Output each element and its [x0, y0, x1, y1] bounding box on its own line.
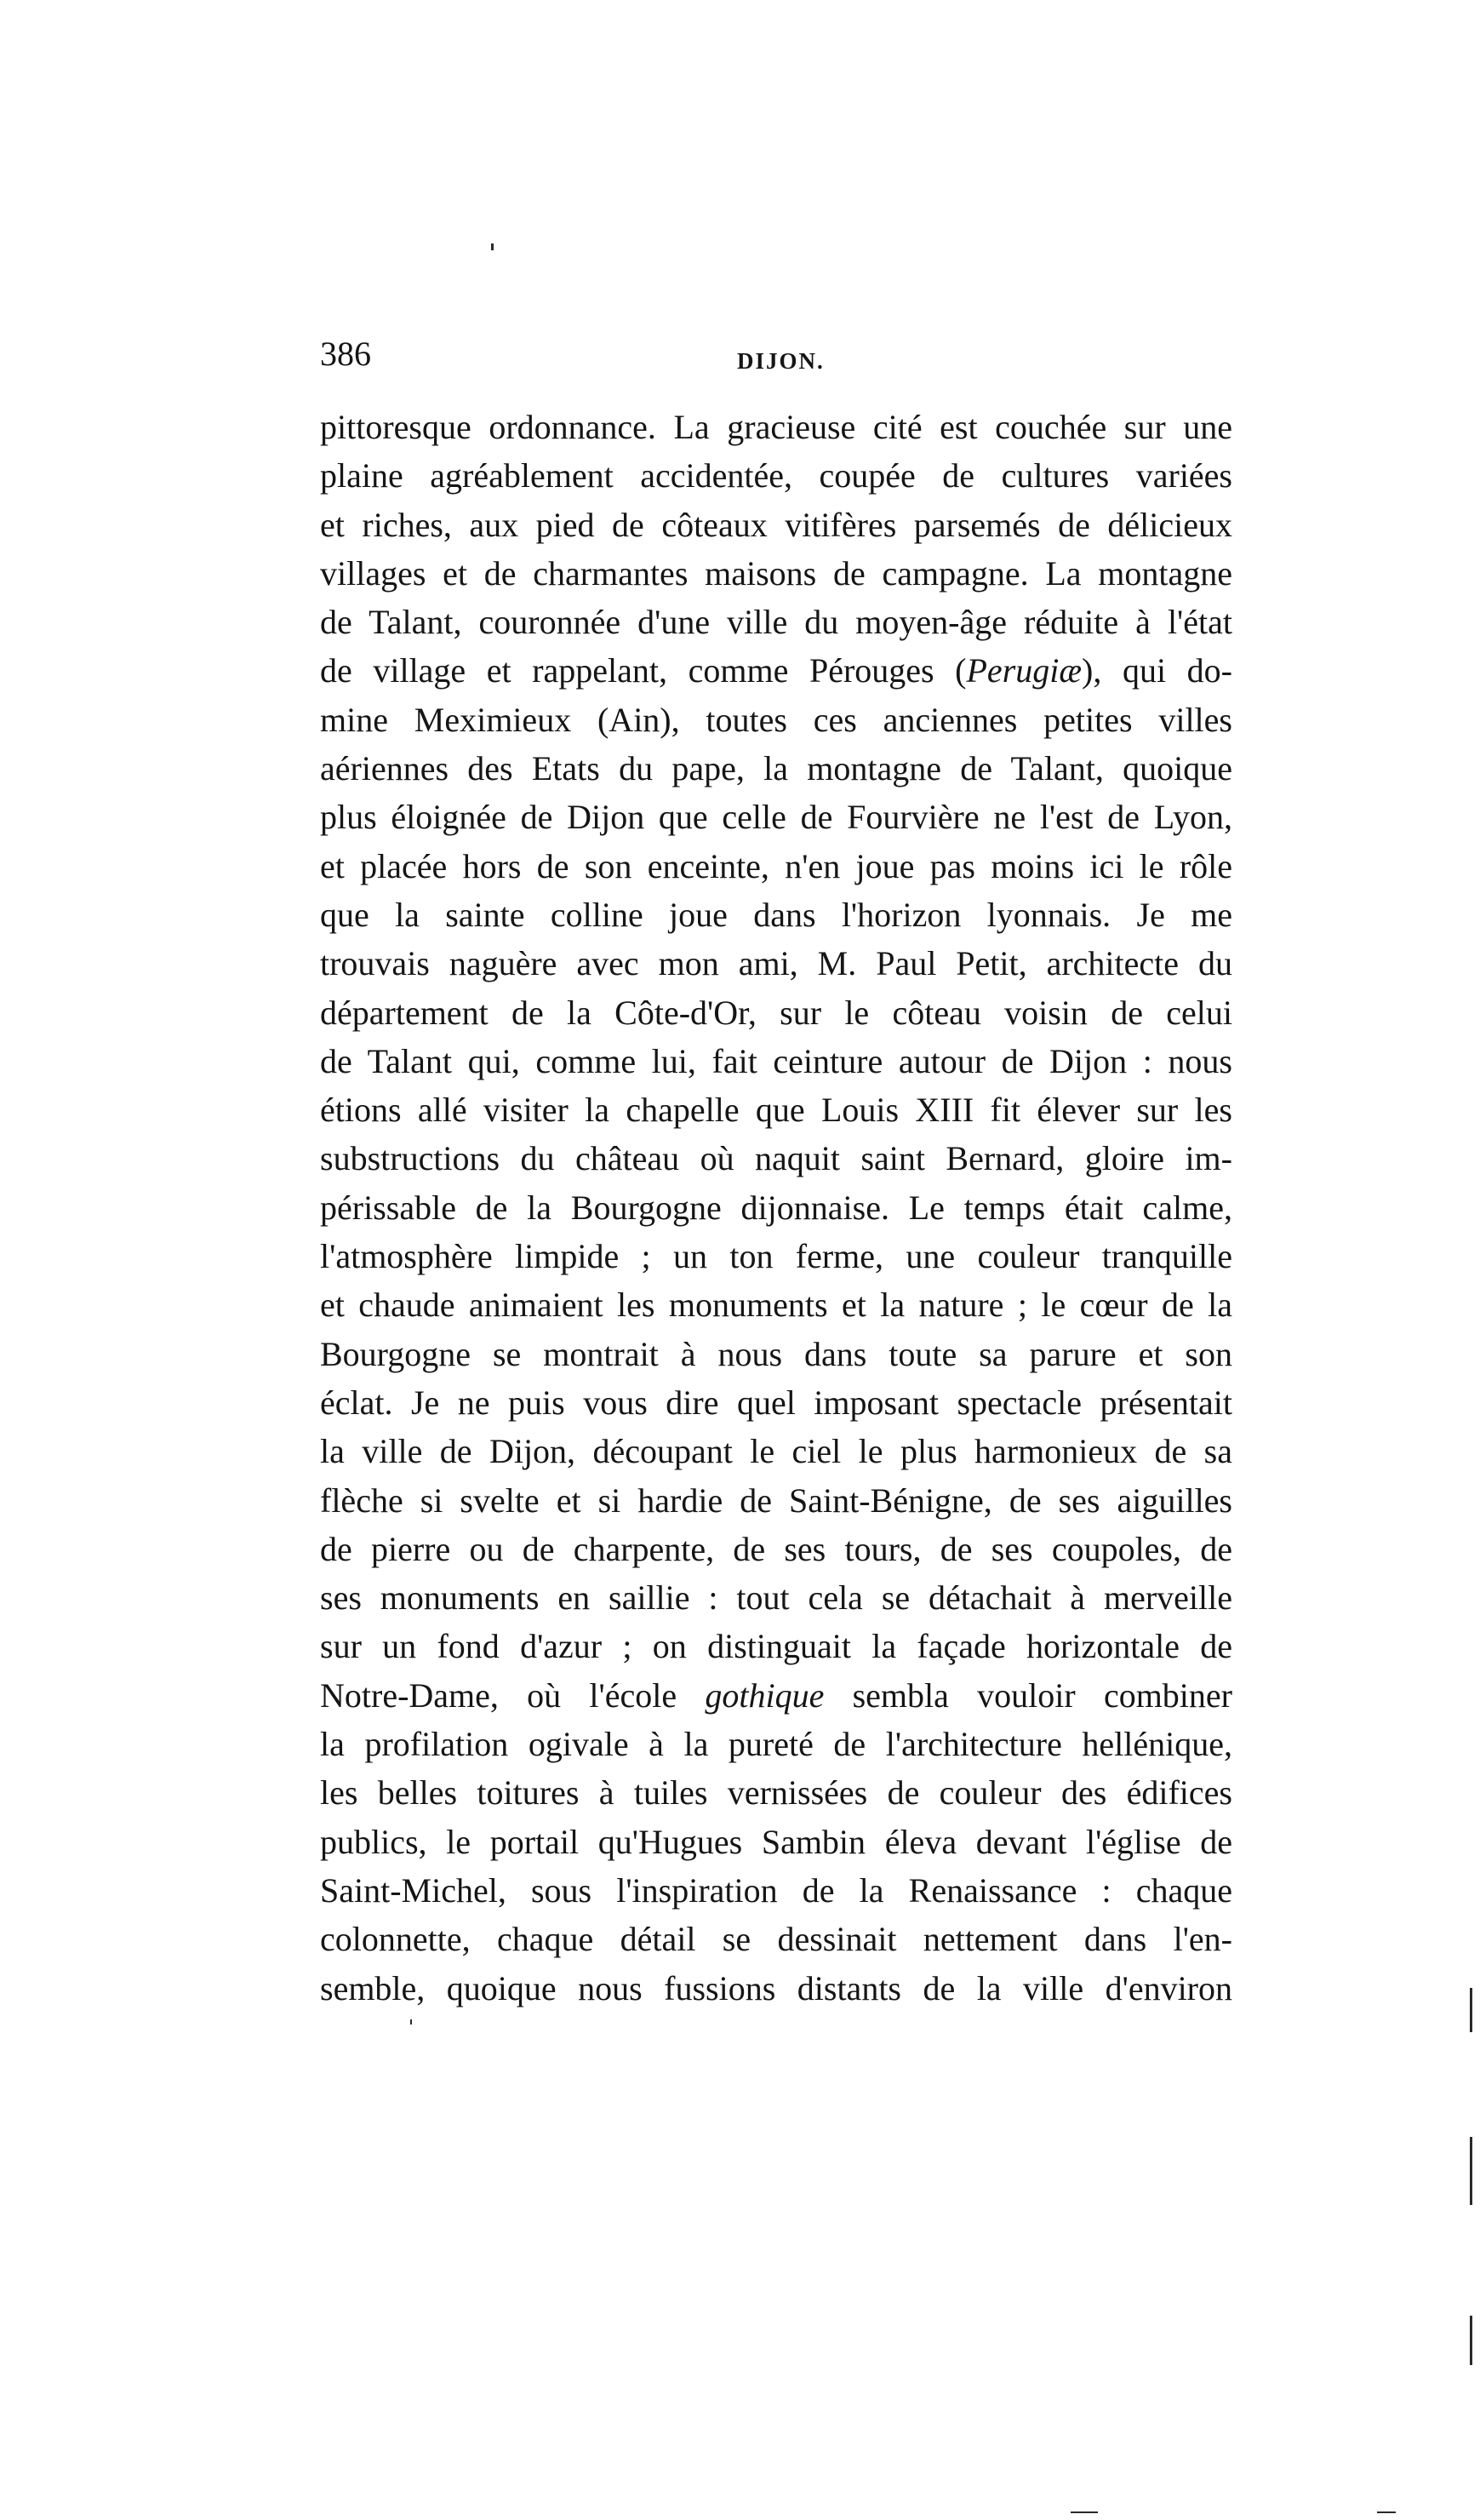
- scan-edge-mark: [1470, 2316, 1472, 2365]
- text-line: plaine agréablement accidentée, coupée de cultures variées: [320, 456, 1232, 495]
- text-line: département de la Côte-d'Or, sur le côteau voisin de celui: [320, 993, 1232, 1032]
- text-line: de pierre ou de charpente, de ses tours, de ses coupoles, de: [320, 1529, 1232, 1568]
- text-line: aériennes des Etats du pape, la montagne de Talant, quoique: [320, 749, 1232, 788]
- text-line: sur un fond d'azur ; on distinguait la façade horizontale de: [320, 1627, 1232, 1666]
- text-line: plus éloignée de Dijon que celle de Fourvière ne l'est de Lyon,: [320, 798, 1232, 837]
- scan-dash-mark: [1071, 2511, 1098, 2513]
- page-header: [320, 334, 1239, 381]
- text-line: étions allé visiter la chapelle que Louis XIII fit élever sur les: [320, 1091, 1232, 1130]
- scan-dash-mark: [1377, 2511, 1396, 2513]
- text-line: semble, quoique nous fussions distants de la ville d'environ: [320, 1968, 1232, 2007]
- text-line: publics, le portail qu'Hugues Sambin éleva devant l'église de: [320, 1822, 1232, 1861]
- running-head: DIJON.: [737, 348, 825, 374]
- scan-edge-mark: [1470, 2137, 1472, 2205]
- scan-speck: [491, 243, 494, 250]
- text-line: trouvais naguère avec mon ami, M. Paul Petit, architecte du: [320, 944, 1232, 983]
- text-line: éclat. Je ne puis vous dire quel imposant spectacle présentait: [320, 1383, 1232, 1422]
- text-line: périssable de la Bourgogne dijonnaise. Le temps était calme,: [320, 1188, 1232, 1227]
- text-line: Bourgogne se montrait à nous dans toute sa parure et son: [320, 1334, 1232, 1373]
- text-line: pittoresque ordonnance. La gracieuse cité est couchée sur une: [320, 408, 1232, 446]
- scan-edge-mark: [1470, 1988, 1472, 2032]
- text-line: la ville de Dijon, découpant le ciel le plus harmonieux de sa: [320, 1432, 1232, 1471]
- text-line: de Talant qui, comme lui, fait ceinture autour de Dijon : nous: [320, 1041, 1232, 1080]
- text-line: l'atmosphère limpide ; un ton ferme, une couleur tranquille: [320, 1237, 1232, 1276]
- text-line: Saint-Michel, sous l'inspiration de la Renaissance : chaque: [320, 1870, 1232, 1910]
- text-line: substructions du château où naquit saint Bernard, gloire im-: [320, 1139, 1232, 1178]
- text-line: mine Meximieux (Ain), toutes ces anciennes petites villes: [320, 700, 1232, 739]
- text-line: et placée hors de son enceinte, n'en joue pas moins ici le rôle: [320, 846, 1232, 885]
- text-line: de village et rappelant, comme Pérouges (Perugiæ), qui do-: [320, 651, 1232, 690]
- text-line: et riches, aux pied de côteaux vitifères parsemés de délicieux: [320, 505, 1232, 544]
- body-text: [320, 403, 1232, 2013]
- text-line: Notre-Dame, où l'école gothique sembla vouloir combiner: [320, 1675, 1232, 1715]
- text-line: villages et de charmantes maisons de campagne. La montagne: [320, 553, 1232, 593]
- text-line: flèche si svelte et si hardie de Saint-Bénigne, de ses aiguilles: [320, 1480, 1232, 1520]
- text-line: la profilation ogivale à la pureté de l'architecture hellénique,: [320, 1725, 1232, 1764]
- text-line: et chaude animaient les monuments et la nature ; le cœur de la: [320, 1286, 1232, 1325]
- page-number: 386: [320, 335, 371, 373]
- text-line: colonnette, chaque détail se dessinait nettement dans l'en-: [320, 1920, 1232, 1959]
- text-line: ses monuments en saillie : tout cela se détachait à merveille: [320, 1578, 1232, 1618]
- scan-speck: [410, 2019, 412, 2025]
- text-line: de Talant, couronnée d'une ville du moyen-âge réduite à l'état: [320, 603, 1232, 642]
- text-line: les belles toitures à tuiles vernissées de couleur des édifices: [320, 1773, 1232, 1813]
- text-line: que la sainte colline joue dans l'horizon lyonnais. Je me: [320, 895, 1232, 934]
